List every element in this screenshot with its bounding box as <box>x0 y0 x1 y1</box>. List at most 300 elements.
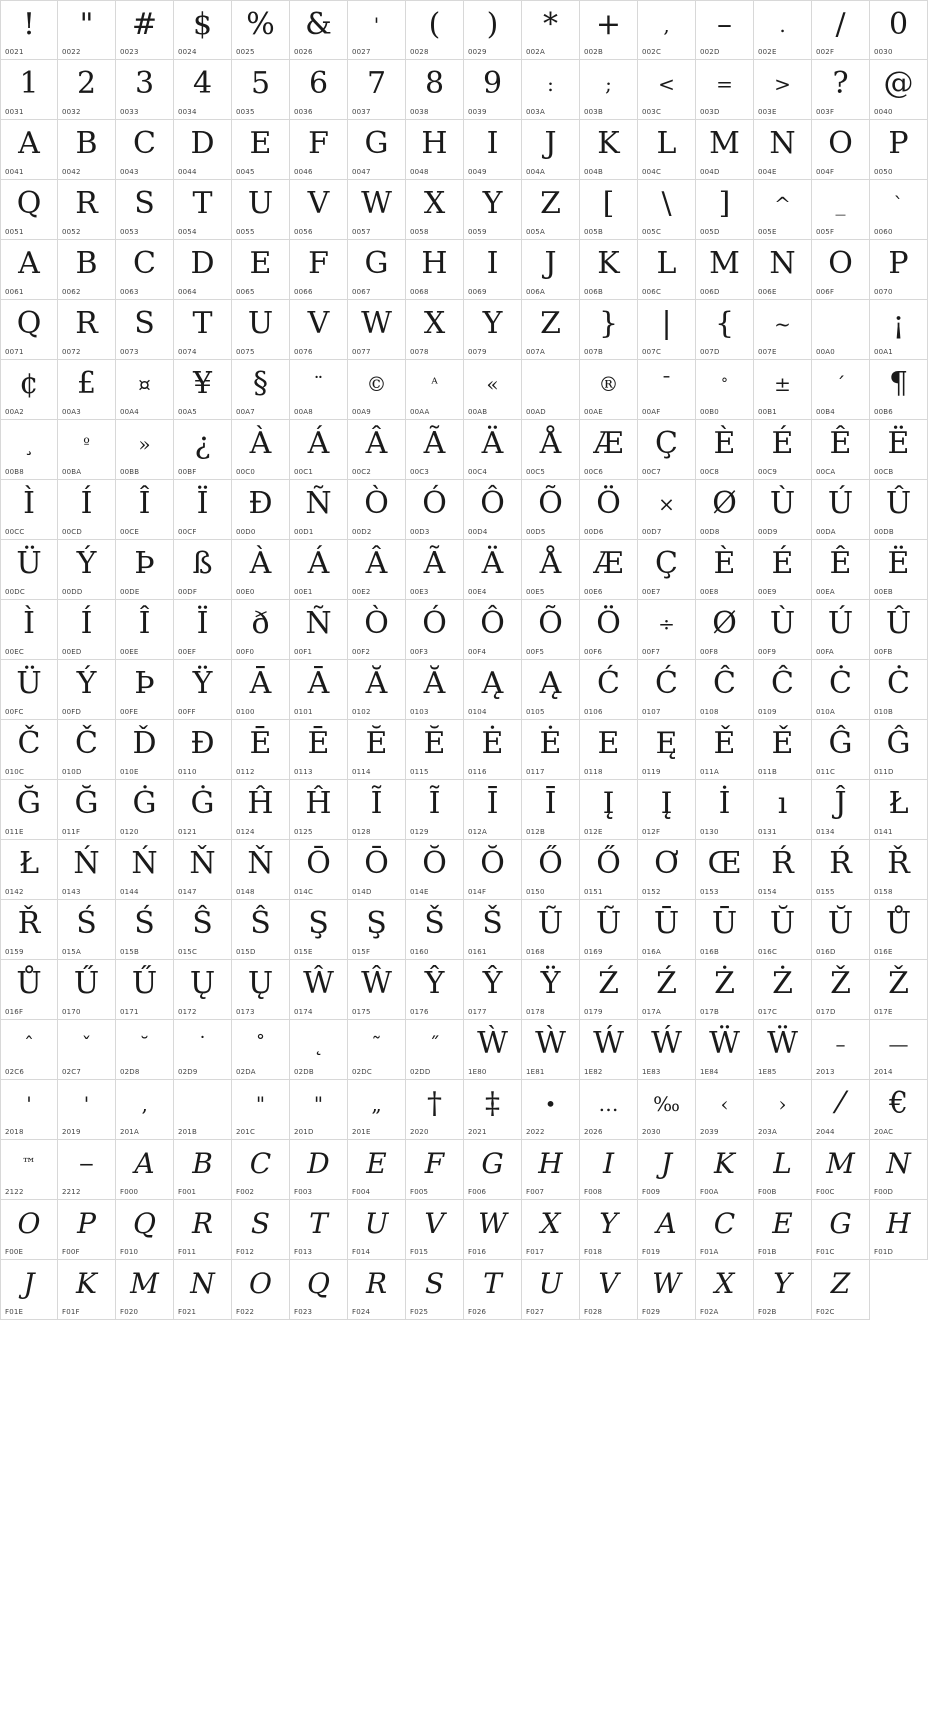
glyph-cell[interactable] <box>638 1260 696 1320</box>
glyph-cell[interactable] <box>58 960 116 1020</box>
glyph-cell[interactable] <box>812 840 870 900</box>
glyph-cell[interactable] <box>174 480 232 540</box>
glyph-cell[interactable] <box>696 840 754 900</box>
glyph-cell[interactable] <box>348 240 406 300</box>
glyph-cell[interactable] <box>696 1260 754 1320</box>
glyph-cell[interactable] <box>870 300 928 360</box>
glyph-cell[interactable] <box>290 900 348 960</box>
glyph-cell[interactable] <box>464 60 522 120</box>
glyph-cell[interactable] <box>116 1140 174 1200</box>
glyph-cell[interactable] <box>696 780 754 840</box>
glyph-cell[interactable] <box>638 600 696 660</box>
glyph-cell[interactable] <box>812 120 870 180</box>
glyph-cell[interactable] <box>0 360 58 420</box>
glyph-cell[interactable] <box>348 840 406 900</box>
glyph-cell[interactable] <box>580 420 638 480</box>
glyph-cell[interactable] <box>0 1200 58 1260</box>
glyph-cell[interactable] <box>870 1140 928 1200</box>
glyph-cell[interactable] <box>870 480 928 540</box>
glyph-cell[interactable] <box>348 660 406 720</box>
glyph-cell[interactable] <box>116 1020 174 1080</box>
glyph-cell[interactable] <box>638 360 696 420</box>
glyph-cell[interactable] <box>58 660 116 720</box>
glyph-cell[interactable] <box>522 180 580 240</box>
glyph-cell[interactable] <box>580 1260 638 1320</box>
glyph-cell[interactable] <box>116 1200 174 1260</box>
glyph-cell[interactable] <box>754 120 812 180</box>
glyph-cell[interactable] <box>232 420 290 480</box>
glyph-cell[interactable] <box>58 480 116 540</box>
glyph-cell[interactable] <box>870 420 928 480</box>
glyph-cell[interactable] <box>870 1020 928 1080</box>
glyph-cell[interactable] <box>174 660 232 720</box>
glyph-cell[interactable] <box>406 360 464 420</box>
glyph-cell[interactable] <box>406 840 464 900</box>
glyph-cell[interactable] <box>812 1260 870 1320</box>
glyph-cell[interactable] <box>116 0 174 60</box>
glyph-cell[interactable] <box>522 1080 580 1140</box>
glyph-cell[interactable] <box>406 780 464 840</box>
glyph-cell[interactable] <box>174 1080 232 1140</box>
glyph-cell[interactable] <box>174 0 232 60</box>
glyph-cell[interactable] <box>0 120 58 180</box>
glyph-cell[interactable] <box>522 480 580 540</box>
glyph-cell[interactable] <box>406 1260 464 1320</box>
glyph-cell[interactable] <box>58 780 116 840</box>
glyph-cell[interactable] <box>58 240 116 300</box>
glyph-cell[interactable] <box>580 660 638 720</box>
glyph-cell[interactable] <box>348 180 406 240</box>
glyph-cell[interactable] <box>522 1140 580 1200</box>
glyph-cell[interactable] <box>232 1200 290 1260</box>
glyph-cell[interactable] <box>464 960 522 1020</box>
glyph-cell[interactable] <box>348 780 406 840</box>
glyph-cell[interactable] <box>754 480 812 540</box>
glyph-cell[interactable] <box>696 600 754 660</box>
glyph-cell[interactable] <box>0 960 58 1020</box>
glyph-cell[interactable] <box>0 1140 58 1200</box>
glyph-cell[interactable] <box>580 300 638 360</box>
glyph-cell[interactable] <box>812 60 870 120</box>
glyph-cell[interactable] <box>174 1140 232 1200</box>
glyph-cell[interactable] <box>870 720 928 780</box>
glyph-cell[interactable] <box>116 360 174 420</box>
glyph-cell[interactable] <box>812 480 870 540</box>
glyph-cell[interactable] <box>406 900 464 960</box>
glyph-cell[interactable] <box>58 720 116 780</box>
glyph-cell[interactable] <box>580 720 638 780</box>
glyph-cell[interactable] <box>696 1200 754 1260</box>
glyph-cell[interactable] <box>522 420 580 480</box>
glyph-cell[interactable] <box>290 960 348 1020</box>
glyph-cell[interactable] <box>116 780 174 840</box>
glyph-cell[interactable] <box>348 900 406 960</box>
glyph-cell[interactable] <box>580 240 638 300</box>
glyph-cell[interactable] <box>0 420 58 480</box>
glyph-cell[interactable] <box>0 240 58 300</box>
glyph-cell[interactable] <box>174 420 232 480</box>
glyph-cell[interactable] <box>696 900 754 960</box>
glyph-cell[interactable] <box>232 60 290 120</box>
glyph-cell[interactable] <box>0 180 58 240</box>
glyph-cell[interactable] <box>290 1020 348 1080</box>
glyph-cell[interactable] <box>406 1140 464 1200</box>
glyph-cell[interactable] <box>348 420 406 480</box>
glyph-cell[interactable] <box>116 960 174 1020</box>
glyph-cell[interactable] <box>290 1200 348 1260</box>
glyph-cell[interactable] <box>406 0 464 60</box>
glyph-cell[interactable] <box>522 900 580 960</box>
glyph-cell[interactable] <box>116 180 174 240</box>
glyph-cell[interactable] <box>232 660 290 720</box>
glyph-cell[interactable] <box>870 900 928 960</box>
glyph-cell[interactable] <box>754 960 812 1020</box>
glyph-cell[interactable] <box>348 300 406 360</box>
glyph-cell[interactable] <box>290 240 348 300</box>
glyph-cell[interactable] <box>464 840 522 900</box>
glyph-cell[interactable] <box>116 720 174 780</box>
glyph-cell[interactable] <box>464 300 522 360</box>
glyph-cell[interactable] <box>870 1080 928 1140</box>
glyph-cell[interactable] <box>406 240 464 300</box>
glyph-cell[interactable] <box>870 360 928 420</box>
glyph-cell[interactable] <box>696 1080 754 1140</box>
glyph-cell[interactable] <box>116 840 174 900</box>
glyph-cell[interactable] <box>870 600 928 660</box>
glyph-cell[interactable] <box>696 300 754 360</box>
glyph-cell[interactable] <box>232 780 290 840</box>
glyph-cell[interactable] <box>522 960 580 1020</box>
glyph-cell[interactable] <box>522 0 580 60</box>
glyph-cell[interactable] <box>638 900 696 960</box>
glyph-cell[interactable] <box>812 1020 870 1080</box>
glyph-cell[interactable] <box>174 240 232 300</box>
glyph-cell[interactable] <box>812 1200 870 1260</box>
glyph-cell[interactable] <box>0 1080 58 1140</box>
glyph-cell[interactable] <box>870 840 928 900</box>
glyph-cell[interactable] <box>232 240 290 300</box>
glyph-cell[interactable] <box>0 540 58 600</box>
glyph-cell[interactable] <box>290 600 348 660</box>
glyph-cell[interactable] <box>870 660 928 720</box>
glyph-cell[interactable] <box>580 1200 638 1260</box>
glyph-cell[interactable] <box>812 540 870 600</box>
glyph-cell[interactable] <box>116 60 174 120</box>
glyph-cell[interactable] <box>58 0 116 60</box>
glyph-cell[interactable] <box>290 1140 348 1200</box>
glyph-cell[interactable] <box>174 360 232 420</box>
glyph-cell[interactable] <box>290 60 348 120</box>
glyph-cell[interactable] <box>0 60 58 120</box>
glyph-cell[interactable] <box>58 540 116 600</box>
glyph-cell[interactable] <box>812 1140 870 1200</box>
glyph-cell[interactable] <box>348 600 406 660</box>
glyph-cell[interactable] <box>116 480 174 540</box>
glyph-cell[interactable] <box>522 300 580 360</box>
glyph-cell[interactable] <box>754 1200 812 1260</box>
glyph-cell[interactable] <box>580 0 638 60</box>
glyph-cell[interactable] <box>58 300 116 360</box>
glyph-cell[interactable] <box>754 300 812 360</box>
glyph-cell[interactable] <box>522 120 580 180</box>
glyph-cell[interactable] <box>754 1140 812 1200</box>
glyph-cell[interactable] <box>464 1200 522 1260</box>
glyph-cell[interactable] <box>290 660 348 720</box>
glyph-cell[interactable] <box>174 540 232 600</box>
glyph-cell[interactable] <box>58 360 116 420</box>
glyph-cell[interactable] <box>0 780 58 840</box>
glyph-cell[interactable] <box>58 600 116 660</box>
glyph-cell[interactable] <box>870 540 928 600</box>
glyph-cell[interactable] <box>348 0 406 60</box>
glyph-cell[interactable] <box>406 660 464 720</box>
glyph-cell[interactable] <box>290 480 348 540</box>
glyph-cell[interactable] <box>870 1200 928 1260</box>
glyph-cell[interactable] <box>406 1080 464 1140</box>
glyph-cell[interactable] <box>116 300 174 360</box>
glyph-cell[interactable] <box>638 120 696 180</box>
glyph-cell[interactable] <box>522 840 580 900</box>
glyph-cell[interactable] <box>870 240 928 300</box>
glyph-cell[interactable] <box>696 720 754 780</box>
glyph-cell[interactable] <box>580 1140 638 1200</box>
glyph-cell[interactable] <box>464 660 522 720</box>
glyph-cell[interactable] <box>58 900 116 960</box>
glyph-cell[interactable] <box>464 360 522 420</box>
glyph-cell[interactable] <box>812 180 870 240</box>
glyph-cell[interactable] <box>464 480 522 540</box>
glyph-cell[interactable] <box>638 420 696 480</box>
glyph-cell[interactable] <box>116 1080 174 1140</box>
glyph-cell[interactable] <box>0 720 58 780</box>
glyph-cell[interactable] <box>870 180 928 240</box>
glyph-cell[interactable] <box>406 420 464 480</box>
glyph-cell[interactable] <box>522 540 580 600</box>
glyph-cell[interactable] <box>232 1140 290 1200</box>
glyph-cell[interactable] <box>696 180 754 240</box>
glyph-cell[interactable] <box>754 180 812 240</box>
glyph-cell[interactable] <box>290 540 348 600</box>
glyph-cell[interactable] <box>638 480 696 540</box>
glyph-cell[interactable] <box>754 540 812 600</box>
glyph-cell[interactable] <box>0 840 58 900</box>
glyph-cell[interactable] <box>638 540 696 600</box>
glyph-cell[interactable] <box>696 540 754 600</box>
glyph-cell[interactable] <box>870 60 928 120</box>
glyph-cell[interactable] <box>174 600 232 660</box>
glyph-cell[interactable] <box>696 360 754 420</box>
glyph-cell[interactable] <box>174 900 232 960</box>
glyph-cell[interactable] <box>464 120 522 180</box>
glyph-cell[interactable] <box>754 60 812 120</box>
glyph-cell[interactable] <box>0 300 58 360</box>
glyph-cell[interactable] <box>638 1140 696 1200</box>
glyph-cell[interactable] <box>0 600 58 660</box>
glyph-cell[interactable] <box>290 840 348 900</box>
glyph-cell[interactable] <box>870 120 928 180</box>
glyph-cell[interactable] <box>812 1080 870 1140</box>
glyph-cell[interactable] <box>754 660 812 720</box>
glyph-cell[interactable] <box>754 420 812 480</box>
glyph-cell[interactable] <box>812 660 870 720</box>
glyph-cell[interactable] <box>348 1260 406 1320</box>
glyph-cell[interactable] <box>174 780 232 840</box>
glyph-cell[interactable] <box>580 120 638 180</box>
glyph-cell[interactable] <box>0 0 58 60</box>
glyph-cell[interactable] <box>580 1020 638 1080</box>
glyph-cell[interactable] <box>0 900 58 960</box>
glyph-cell[interactable] <box>232 600 290 660</box>
glyph-cell[interactable] <box>406 720 464 780</box>
glyph-cell[interactable] <box>232 480 290 540</box>
glyph-cell[interactable] <box>812 0 870 60</box>
glyph-cell[interactable] <box>290 180 348 240</box>
glyph-cell[interactable] <box>58 1140 116 1200</box>
glyph-cell[interactable] <box>580 360 638 420</box>
glyph-cell[interactable] <box>464 1020 522 1080</box>
glyph-cell[interactable] <box>754 1020 812 1080</box>
glyph-cell[interactable] <box>116 420 174 480</box>
glyph-cell[interactable] <box>232 840 290 900</box>
glyph-cell[interactable] <box>232 0 290 60</box>
glyph-cell[interactable] <box>464 1140 522 1200</box>
glyph-cell[interactable] <box>232 960 290 1020</box>
glyph-cell[interactable] <box>290 780 348 840</box>
glyph-cell[interactable] <box>522 1020 580 1080</box>
glyph-cell[interactable] <box>754 240 812 300</box>
glyph-cell[interactable] <box>406 1020 464 1080</box>
glyph-cell[interactable] <box>174 1200 232 1260</box>
glyph-cell[interactable] <box>58 1080 116 1140</box>
glyph-cell[interactable] <box>754 900 812 960</box>
glyph-cell[interactable] <box>232 900 290 960</box>
glyph-cell[interactable] <box>870 780 928 840</box>
glyph-cell[interactable] <box>638 1080 696 1140</box>
glyph-cell[interactable] <box>0 1020 58 1080</box>
glyph-cell[interactable] <box>696 420 754 480</box>
glyph-cell[interactable] <box>406 1200 464 1260</box>
glyph-cell[interactable] <box>696 660 754 720</box>
glyph-cell[interactable] <box>696 480 754 540</box>
glyph-cell[interactable] <box>580 480 638 540</box>
glyph-cell[interactable] <box>58 120 116 180</box>
glyph-cell[interactable] <box>174 180 232 240</box>
glyph-cell[interactable] <box>638 840 696 900</box>
glyph-cell[interactable] <box>812 900 870 960</box>
glyph-cell[interactable] <box>464 1260 522 1320</box>
glyph-cell[interactable] <box>290 1260 348 1320</box>
glyph-cell[interactable] <box>522 60 580 120</box>
glyph-cell[interactable] <box>174 120 232 180</box>
glyph-cell[interactable] <box>290 120 348 180</box>
glyph-cell[interactable] <box>290 0 348 60</box>
glyph-cell[interactable] <box>58 840 116 900</box>
glyph-cell[interactable] <box>696 240 754 300</box>
glyph-cell[interactable] <box>232 1080 290 1140</box>
glyph-cell[interactable] <box>290 300 348 360</box>
glyph-cell[interactable] <box>580 180 638 240</box>
glyph-cell[interactable] <box>348 1140 406 1200</box>
glyph-cell[interactable] <box>406 180 464 240</box>
glyph-cell[interactable] <box>464 600 522 660</box>
glyph-cell[interactable] <box>580 600 638 660</box>
glyph-cell[interactable] <box>638 180 696 240</box>
glyph-cell[interactable] <box>232 1260 290 1320</box>
glyph-cell[interactable] <box>348 1020 406 1080</box>
glyph-cell[interactable] <box>464 420 522 480</box>
glyph-cell[interactable] <box>290 360 348 420</box>
glyph-cell[interactable] <box>754 840 812 900</box>
glyph-cell[interactable] <box>406 480 464 540</box>
glyph-cell[interactable] <box>406 960 464 1020</box>
glyph-cell[interactable] <box>406 600 464 660</box>
glyph-cell[interactable] <box>580 780 638 840</box>
glyph-cell[interactable] <box>58 1260 116 1320</box>
glyph-cell[interactable] <box>812 240 870 300</box>
glyph-cell[interactable] <box>232 540 290 600</box>
glyph-cell[interactable] <box>174 1260 232 1320</box>
glyph-cell[interactable] <box>754 360 812 420</box>
glyph-cell[interactable] <box>696 960 754 1020</box>
glyph-cell[interactable] <box>174 60 232 120</box>
glyph-cell[interactable] <box>696 1020 754 1080</box>
glyph-cell[interactable] <box>116 660 174 720</box>
glyph-cell[interactable] <box>638 1200 696 1260</box>
glyph-cell[interactable] <box>522 660 580 720</box>
glyph-cell[interactable] <box>754 780 812 840</box>
glyph-cell[interactable] <box>580 60 638 120</box>
glyph-cell[interactable] <box>232 720 290 780</box>
glyph-cell[interactable] <box>754 600 812 660</box>
glyph-cell[interactable] <box>348 1200 406 1260</box>
glyph-cell[interactable] <box>58 1200 116 1260</box>
glyph-cell[interactable] <box>348 960 406 1020</box>
glyph-cell[interactable] <box>580 900 638 960</box>
glyph-cell[interactable] <box>116 1260 174 1320</box>
glyph-cell[interactable] <box>348 60 406 120</box>
glyph-cell[interactable] <box>116 900 174 960</box>
glyph-cell[interactable] <box>522 780 580 840</box>
glyph-cell[interactable] <box>522 240 580 300</box>
glyph-cell[interactable] <box>638 960 696 1020</box>
glyph-cell[interactable] <box>116 120 174 180</box>
glyph-cell[interactable] <box>58 1020 116 1080</box>
glyph-cell[interactable] <box>290 420 348 480</box>
glyph-cell[interactable] <box>174 720 232 780</box>
glyph-cell[interactable] <box>406 60 464 120</box>
glyph-cell[interactable] <box>638 660 696 720</box>
glyph-cell[interactable] <box>348 720 406 780</box>
glyph-cell[interactable] <box>696 0 754 60</box>
glyph-cell[interactable] <box>580 960 638 1020</box>
glyph-cell[interactable] <box>464 0 522 60</box>
glyph-cell[interactable] <box>638 0 696 60</box>
glyph-cell[interactable] <box>174 1020 232 1080</box>
glyph-cell[interactable] <box>638 1020 696 1080</box>
glyph-cell[interactable] <box>232 300 290 360</box>
glyph-cell[interactable] <box>870 0 928 60</box>
glyph-cell[interactable] <box>580 540 638 600</box>
glyph-cell[interactable] <box>696 1140 754 1200</box>
glyph-cell[interactable] <box>464 780 522 840</box>
glyph-cell[interactable] <box>232 1020 290 1080</box>
glyph-cell[interactable] <box>464 540 522 600</box>
glyph-cell[interactable] <box>754 0 812 60</box>
glyph-cell[interactable] <box>348 540 406 600</box>
glyph-cell[interactable] <box>464 900 522 960</box>
glyph-cell[interactable] <box>174 300 232 360</box>
glyph-cell[interactable] <box>58 180 116 240</box>
